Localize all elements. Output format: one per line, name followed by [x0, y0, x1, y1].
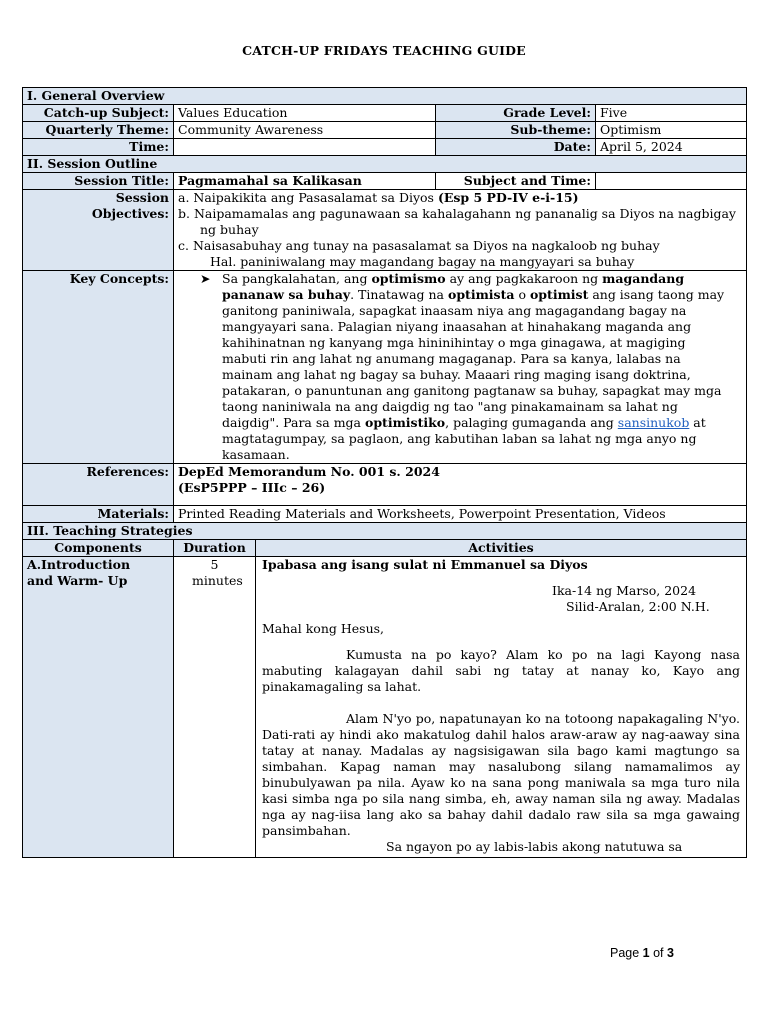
key-text-4: o: [514, 287, 530, 302]
key-term-pananaw: magandang pananaw sa buhay: [222, 271, 685, 302]
objective-a: [176, 190, 742, 206]
duration-header: Duration: [174, 540, 256, 557]
objective-c: c. Naisasabuhay ang tunay na pasasalamat sa Diyos na nagkaloob ng buhay: [178, 238, 660, 253]
key-term-optimismo: optimismo: [371, 271, 446, 286]
objectives-list: [174, 190, 747, 271]
subject-value: Values Education: [174, 105, 436, 122]
objective-b: b. Naipamamalas ang pagunawaan sa kahalagahann ng pananalig sa Diyos na nagbigay ng buhay: [178, 206, 736, 237]
key-text-6: , palaging gumaganda ang: [445, 415, 618, 430]
subtheme-label: Sub-theme:: [436, 122, 596, 139]
key-term-optimistiko: optimistiko: [364, 415, 446, 430]
key-text-5: ang isang taong may ganitong paniniwala, sapagkat inaasam niya ang magagandang bagay na mangyayari sana. Palagian niyang inaasahan at hinahakang maganda ang kahihinatnan ng kanyang mga hininihintay o mga ginagawa, at magiging mabuti rin ang lahat ng anumang magaganap. Para sa kanya, lalabas na mainam ang lahat ng bagay sa buhay. Maaari ring maging isang doktrina, patakaran, o panuntunan ang ganitong pagtanaw sa buhay, sapagkat may mga taong naniniwala na ang daigdig ng tao "ang pinakamainam sa lahat ng daigdig". Para sa mga: [222, 287, 725, 430]
teaching-guide-table: [22, 87, 747, 858]
time-value: [174, 139, 436, 156]
session-title-label: Session Title:: [23, 173, 174, 190]
total-pages: 3: [667, 946, 674, 960]
key-term-optimista: optimista: [447, 287, 515, 302]
page-word: Page: [610, 946, 643, 960]
sansinukob-link[interactable]: sansinukob: [617, 415, 690, 430]
subject-label: Catch-up Subject:: [23, 105, 174, 122]
grade-label: Grade Level:: [436, 105, 596, 122]
materials-row: [23, 506, 747, 523]
section-heading: I. General Overview: [23, 88, 747, 105]
section-heading: III. Teaching Strategies: [23, 523, 747, 540]
date-value: April 5, 2024: [596, 139, 747, 156]
session-title-row: [23, 173, 747, 190]
letter-date: Ika-14 ng Marso, 2024: [552, 583, 697, 598]
letter-paragraph-1: Kumusta na po kayo? Alam ko po na lagi Kayong nasa mabuting kalagayan dahil sabi ng tatay at nanay ko, Kayo ang pinakamagaling sa lahat.: [262, 647, 741, 694]
objective-a-code: (Esp 5 PD-IV e-i-15): [437, 190, 579, 205]
theme-label: Quarterly Theme:: [23, 122, 174, 139]
strategies-header-row: [23, 540, 747, 557]
objectives-row: [23, 190, 747, 271]
component-introduction: A.Introduction and Warm- Up: [23, 557, 174, 858]
subject-row: [23, 105, 747, 122]
key-concepts-text: [222, 271, 726, 463]
date-label: Date:: [436, 139, 596, 156]
of-word: of: [649, 946, 667, 960]
subtheme-value: Optimism: [596, 122, 747, 139]
materials-value: Printed Reading Materials and Worksheets, Powerpoint Presentation, Videos: [174, 506, 747, 523]
letter-place: Silid-Aralan, 2:00 N.H.: [566, 599, 710, 614]
references-value: [174, 464, 747, 506]
key-text-7: at magtatagumpay, sa paglaon, ang kabutihan laban sa lahat ng mga anyo ng kasamaan.: [222, 415, 706, 462]
reference-memo: DepEd Memorandum No. 001 s. 2024: [178, 464, 440, 479]
letter-paragraph-3: Sa ngayon po ay labis-labis akong natutuwa sa: [386, 839, 683, 854]
introduction-row: [23, 557, 747, 858]
key-concepts-cell: [174, 271, 747, 464]
time-row: [23, 139, 747, 156]
key-concepts-bullet: [174, 271, 746, 463]
theme-value: Community Awareness: [174, 122, 436, 139]
subject-time-value: [596, 173, 747, 190]
activity-introduction: [256, 557, 747, 858]
section-heading: II. Session Outline: [23, 156, 747, 173]
theme-row: [23, 122, 747, 139]
session-title-value: Pagmamahal sa Kalikasan: [174, 173, 436, 190]
document-title: CATCH-UP FRIDAYS TEACHING GUIDE: [242, 43, 526, 58]
key-text-1: Sa pangkalahatan, ang: [222, 271, 372, 286]
components-header: Components: [23, 540, 174, 557]
section-general-row: [23, 88, 747, 105]
objectives-label-line-1: Session: [115, 190, 169, 205]
time-label: Time:: [23, 139, 174, 156]
key-text-2: ay ang pagkakaroon ng: [445, 271, 603, 286]
references-row: [23, 464, 747, 506]
activity-title: Ipabasa ang isang sulat ni Emmanuel sa Diyos: [262, 557, 588, 572]
section-outline-row: [23, 156, 747, 173]
letter-paragraph-2: Alam N'yo po, napatunayan ko na totoong napakagaling N'yo. Dati-rati ay hindi ako makatulog dahil halos araw-araw ay nag-aaway sina tatay at nanay. Madalas ay nagsisigawan sila bago kami magtungo sa simbahan. Kapag naman may nasalubong silang namamalimos ay binubulyawan pa nila. Ayaw ko na sana pong maniwala sa mga turo nila kasi simba nga po sila nang simba, eh, away naman sila ng away. Madalas nga ay nag-iisa lang ako sa bahay dahil dadalo raw sila sa mga gawaing pansimbahan.: [262, 711, 741, 838]
current-page: 1: [642, 946, 650, 960]
section-strategies-row: [23, 523, 747, 540]
arrow-bullet-icon: ➤: [200, 271, 211, 286]
objectives-label: [23, 190, 174, 271]
objective-a-text: a. Naipakikita ang Pasasalamat sa Diyos: [178, 190, 438, 205]
grade-value: Five: [596, 105, 747, 122]
activities-header: Activities: [256, 540, 747, 557]
page-number: [610, 946, 674, 960]
subject-time-label: Subject and Time:: [436, 173, 596, 190]
key-concepts-row: [23, 271, 747, 464]
objectives-label-line-2: Objectives:: [91, 206, 169, 221]
materials-label: Materials:: [23, 506, 174, 523]
references-label: References:: [23, 464, 174, 506]
key-text-3: . Tinatawag na: [350, 287, 448, 302]
key-concepts-label: Key Concepts:: [23, 271, 174, 464]
key-term-optimist: optimist: [529, 287, 589, 302]
duration-introduction: 5 minutes: [174, 557, 256, 858]
reference-code: (EsP5PPP – IIIc – 26): [178, 480, 326, 495]
objective-c-example: Hal. paniniwalang may magandang bagay na mangyayari sa buhay: [210, 254, 635, 269]
letter-salutation: Mahal kong Hesus,: [262, 621, 385, 636]
